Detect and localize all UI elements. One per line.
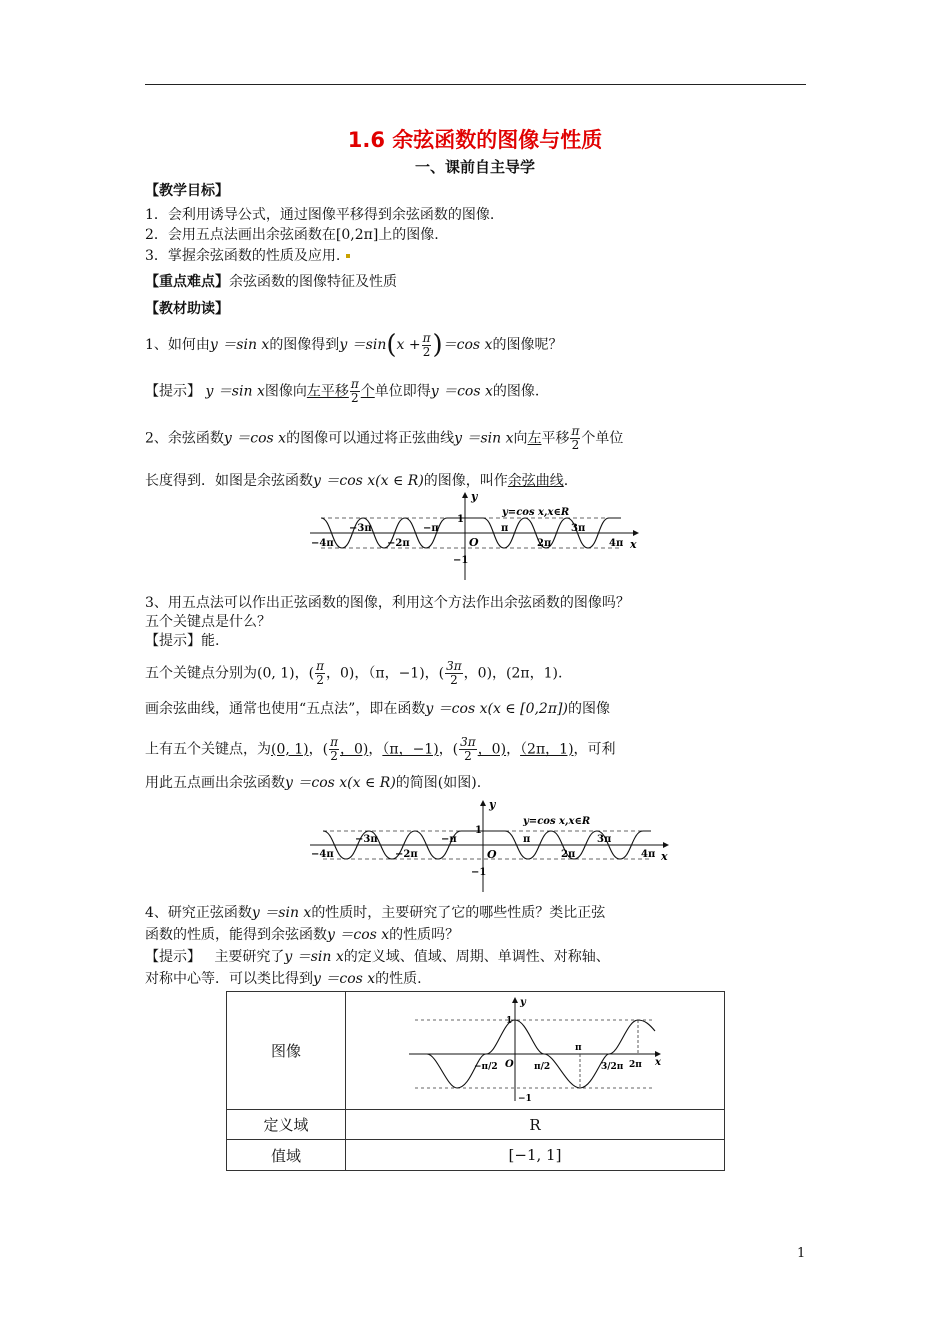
table-graph-y-label: y [520,996,526,1008]
question-4-line-1: 4、研究正弦函数y ＝sin x的性质时，主要研究了它的哪些性质？类比正弦 [145,905,606,921]
table-graph-tick-neg-half-pi: −π/2 [474,1061,498,1072]
table-graph-tick-pi: π [575,1042,582,1053]
hint-1: 【提示】 y ＝sin x图像向左平移 $\frac{\pi}{2}$ 个单位即得y ＝cos x的图像. [145,377,540,405]
row-value-range: [−1, 1] [346,1140,725,1171]
cosine-graph-1 [305,490,645,585]
graph2-origin: O [487,848,497,861]
question-2-line-2: 长度得到．如图是余弦函数y ＝cos x(x ∈ R)的图像，叫作余弦曲线. [145,473,569,489]
graph2-tick-negpi: −π [441,834,457,845]
table-graph-tick-half-pi: π/2 [534,1061,551,1072]
graph1-neg-one: −1 [453,555,469,566]
graph1-tick-neg4pi: −4π [311,538,334,549]
five-point-method-line: 画余弦曲线，通常也使用“五点法”，即在函数y ＝cos x(x ∈ [0,2π])的图像 [145,701,610,717]
row-value-graph [346,992,725,1110]
graph1-origin: O [469,536,479,549]
graph1-tick-negpi: −π [423,523,439,534]
table-graph-one: 1 [506,1015,513,1026]
graph1-one: 1 [457,514,464,525]
goals-heading: 【教学目标】 [145,183,229,199]
table-row [227,1110,725,1140]
goal-item-2: 2．会用五点法画出余弦函数在[0,2π]上的图像. [145,227,439,243]
graph2-x-label: x [661,850,668,863]
row-label-domain: 定义域 [227,1110,346,1140]
table-graph-tick-three-half-pi: 3/2π [601,1061,624,1072]
cosine-period-graph [405,995,665,1107]
five-key-points-line: 上有五个关键点，为(0, 1)，( $\frac{\pi}{2}$ ，0)，（π，−1)，( $\frac{3\pi}{2}$ ，0)，（2π，1)，可利 [145,735,616,763]
graph1-tick-neg3pi: −3π [349,523,372,534]
goal-item-1: 1．会利用诱导公式，通过图像平移得到余弦函数的图像. [145,207,495,223]
page-number: 1 [797,1246,806,1261]
table-graph-neg-one: −1 [518,1093,532,1104]
header-rule [145,84,806,85]
graph2-tick-neg4pi: −4π [311,849,334,860]
keypoints-text: 余弦函数的图像特征及性质 [229,274,397,290]
graph1-tick-4pi: 4π [609,538,624,549]
marker-dot [346,254,350,258]
question-3-line-2: 五个关键点是什么？ [145,614,271,630]
row-label-range: 值域 [227,1140,346,1171]
reading-heading: 【教材助读】 [145,301,229,317]
key-points-line: 五个关键点分别为(0, 1)，( $\frac{\pi}{2}$ ，0)，（π，−1)，( $\frac{3\pi}{2}$ ，0)，(2π，1). [145,659,563,687]
graph1-y-label: y [471,490,478,503]
graph1-tick-3pi: 3π [571,523,586,534]
graph2-tick-neg3pi: −3π [355,834,378,845]
table-graph-tick-two-pi: 2π [629,1059,642,1070]
cosine-graph-2 [305,796,675,896]
table-row [227,992,725,1110]
row-label-graph: 图像 [227,992,346,1110]
keypoints-heading: 【重点难点】 [145,274,229,290]
graph2-y-label: y [489,798,496,811]
page-title: 1.6 余弦函数的图像与性质 [347,128,603,152]
question-4-line-2: 函数的性质，能得到余弦函数y ＝cos x的性质吗？ [145,927,460,943]
graph2-tick-pi: π [523,834,531,845]
keypoints-line [145,271,397,291]
graph2-neg-one: −1 [471,867,487,878]
graph1-tick-neg2pi: −2π [387,538,410,549]
sketch-line: 用此五点画出余弦函数y ＝cos x(x ∈ R)的简图(如图). [145,775,482,791]
question-1: 1、如何由y ＝sin x的图像得到y ＝sin(x + $\frac{\pi}{2}$ )＝cos x的图像呢？ [145,330,563,360]
graph2-tick-neg2pi: −2π [395,849,418,860]
graph1-legend: y=cos x,x∈R [502,507,570,518]
graph2-tick-3pi: 3π [597,834,612,845]
table-graph-origin: O [505,1058,514,1070]
graph2-tick-4pi: 4π [641,849,656,860]
question-3-line-1: 3、用五点法可以作出正弦函数的图像，利用这个方法作出余弦函数的图像吗？ [145,595,630,611]
graph2-legend: y=cos x,x∈R [523,816,591,827]
section-subtitle: 一、课前自主导学 [414,158,535,176]
properties-table [226,991,725,1171]
question-2-line-1: 2、余弦函数y ＝cos x的图像可以通过将正弦曲线y ＝sin x向左平移 $\frac{\pi}{2}$ 个单位 [145,424,624,452]
graph1-tick-pi: π [501,523,509,534]
graph1-x-label: x [630,538,637,551]
graph2-tick-2pi: 2π [561,849,576,860]
question-3-hint: 【提示】能. [145,633,220,649]
table-row [227,1140,725,1171]
table-graph-x-label: x [655,1056,661,1068]
question-4-hint: 【提示】 主要研究了y ＝sin x的定义域、值域、周期、单调性、对称轴、 [145,949,610,965]
question-4-line-4: 对称中心等．可以类比得到y ＝cos x的性质. [145,971,422,987]
goal-item-3: 3．掌握余弦函数的性质及应用. [145,245,350,265]
graph2-one: 1 [475,825,482,836]
row-value-domain: R [346,1110,725,1140]
graph1-tick-2pi: 2π [537,538,552,549]
